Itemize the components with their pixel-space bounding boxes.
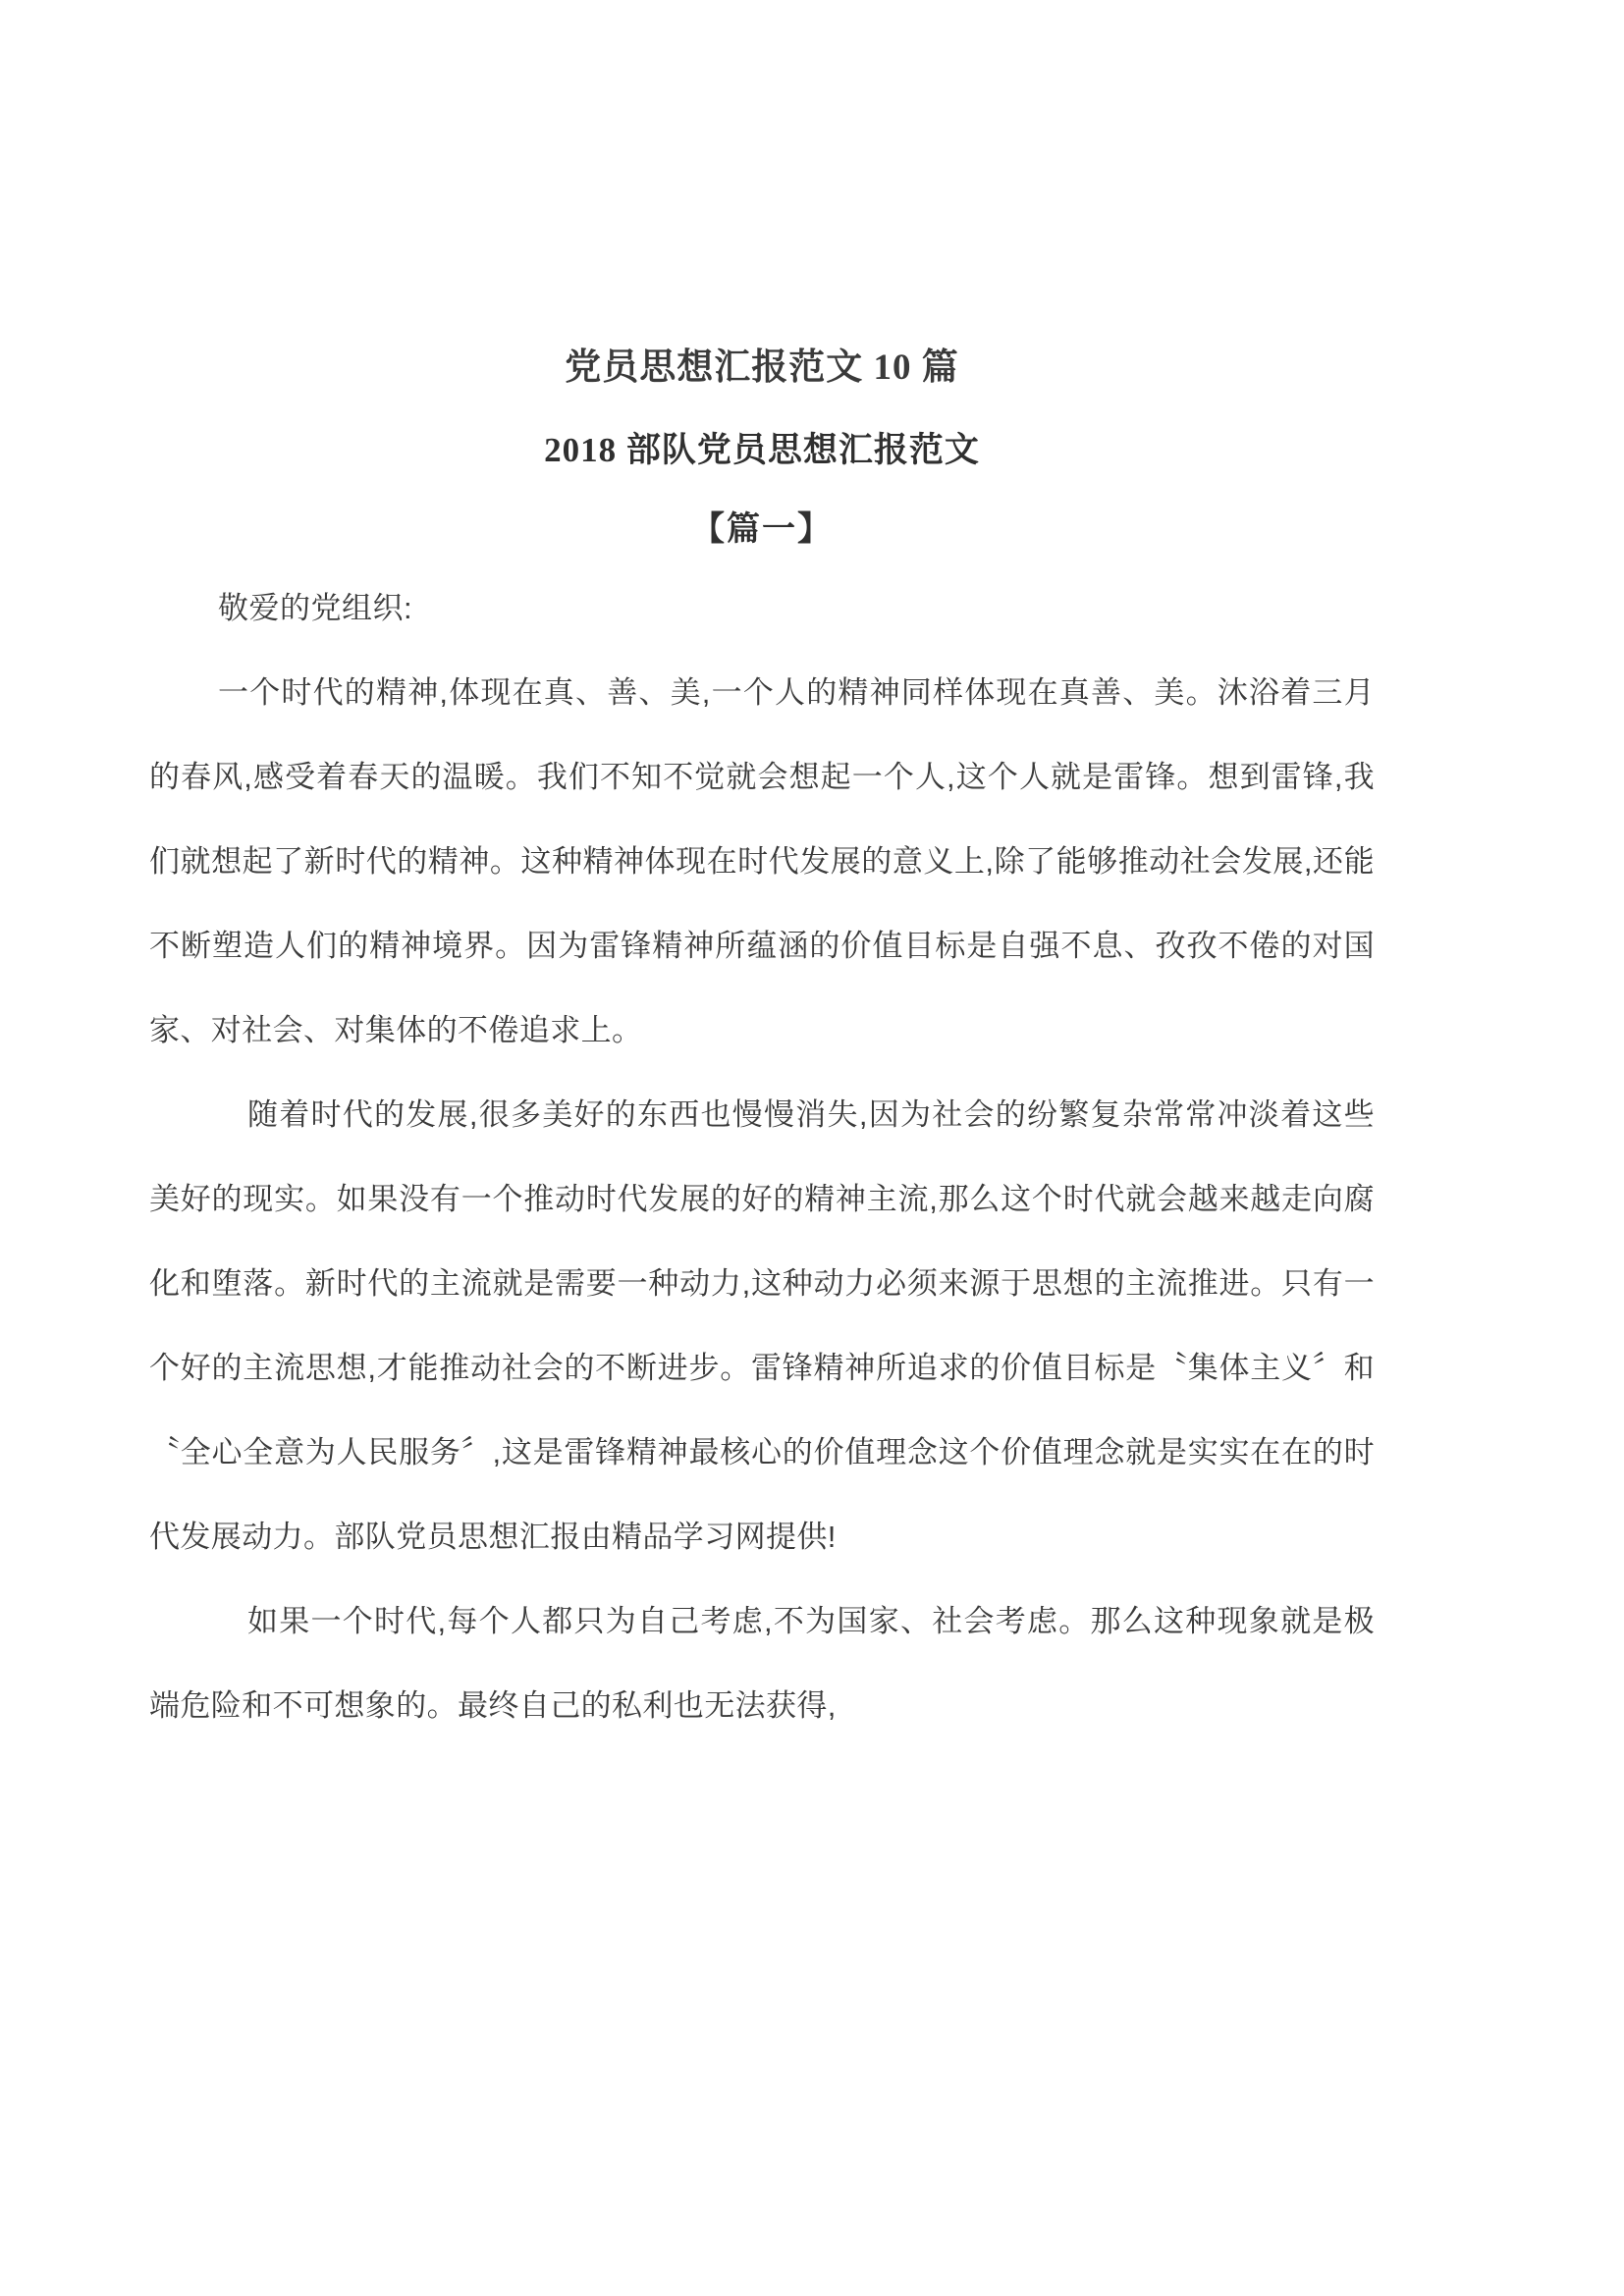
body-paragraph: 如果一个时代,每个人都只为自己考虑,不为国家、社会考虑。那么这种现象就是极端危险和不可想象的。最终自己的私利也无法获得, bbox=[149, 1604, 1375, 1723]
body-paragraph: 随着时代的发展,很多美好的东西也慢慢消失,因为社会的纷繁复杂常常冲淡着这些美好的现实。如果没有一个推动时代发展的好的精神主流,那么这个时代就会越来越走向腐化和堕落。新时代的主流就是需要一种动力,这种动力必须来源于思想的主流推进。只有一个好的主流思想,才能推动社会的不断进步。雷锋精神所追求的价值目标是〝集体主义〞和〝全心全意为人民服务〞,这是雷锋精神最核心的价值理念这个价值理念就是实实在在的时代发展动力。部队党员思想汇报由精品学习网提供! bbox=[149, 1097, 1375, 1554]
page-content-area bbox=[149, 0, 1375, 1748]
body-paragraph: 一个时代的精神,体现在真、善、美,一个人的精神同样体现在真善、美。沐浴着三月的春风,感受着春天的温暖。我们不知不觉就会想起一个人,这个人就是雷锋。想到雷锋,我们就想起了新时代的精神。这种精神体现在时代发展的意义上,除了能够推动社会发展,还能不断塑造人们的精神境界。因为雷锋精神所蕴涵的价值目标是自强不息、孜孜不倦的对国家、对社会、对集体的不倦追求上。 bbox=[149, 675, 1375, 1047]
page-title: 党员思想汇报范文 10 篇 bbox=[565, 347, 959, 388]
section-marker: 【篇一】 bbox=[691, 510, 833, 548]
document-page bbox=[54, 0, 1571, 2296]
salutation-line: 敬爱的党组织: bbox=[218, 591, 413, 625]
document-subtitle: 2018 部队党员思想汇报范文 bbox=[544, 431, 980, 469]
